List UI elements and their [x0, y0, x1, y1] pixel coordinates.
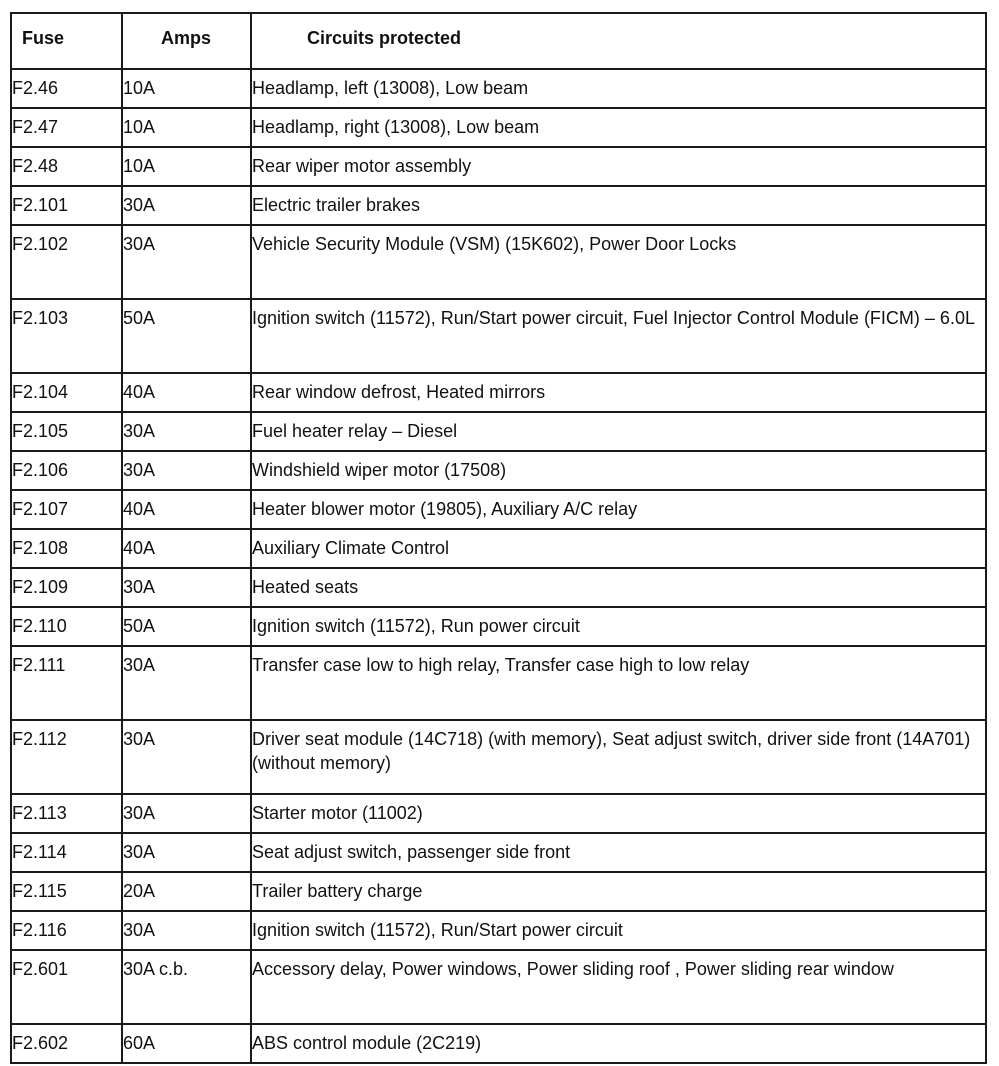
table-row: [11, 412, 986, 451]
amps-cell: 10A: [122, 147, 251, 186]
circuits-cell: Heater blower motor (19805), Auxiliary A/C relay: [251, 490, 986, 529]
fuse-cell: F2.101: [11, 186, 122, 225]
amps-cell: 30A: [122, 911, 251, 950]
fuse-cell: F2.112: [11, 720, 122, 794]
circuits-cell: Auxiliary Climate Control: [251, 529, 986, 568]
fuse-cell: F2.47: [11, 108, 122, 147]
fuse-cell: F2.46: [11, 69, 122, 108]
fuse-cell: F2.48: [11, 147, 122, 186]
amps-cell: 20A: [122, 872, 251, 911]
amps-cell: 60A: [122, 1024, 251, 1063]
fuse-table: [10, 12, 987, 1064]
fuse-cell: F2.102: [11, 225, 122, 299]
circuits-cell: Headlamp, left (13008), Low beam: [251, 69, 986, 108]
amps-cell: 40A: [122, 373, 251, 412]
amps-cell: 10A: [122, 108, 251, 147]
circuits-cell: Accessory delay, Power windows, Power sliding roof , Power sliding rear window: [251, 950, 986, 1024]
amps-cell: 10A: [122, 69, 251, 108]
circuits-cell: Electric trailer brakes: [251, 186, 986, 225]
fuse-cell: F2.116: [11, 911, 122, 950]
circuits-cell: ABS control module (2C219): [251, 1024, 986, 1063]
amps-cell: 30A: [122, 646, 251, 720]
circuits-cell: Seat adjust switch, passenger side front: [251, 833, 986, 872]
circuits-cell: Vehicle Security Module (VSM) (15K602), Power Door Locks: [251, 225, 986, 299]
table-row: [11, 607, 986, 646]
fuse-cell: F2.105: [11, 412, 122, 451]
amps-cell: 30A: [122, 720, 251, 794]
amps-cell: 30A: [122, 568, 251, 607]
circuits-cell: Headlamp, right (13008), Low beam: [251, 108, 986, 147]
fuse-cell: F2.106: [11, 451, 122, 490]
table-row: [11, 872, 986, 911]
circuits-cell: Trailer battery charge: [251, 872, 986, 911]
circuits-cell: Ignition switch (11572), Run power circuit: [251, 607, 986, 646]
table-row: [11, 299, 986, 373]
amps-cell: 50A: [122, 607, 251, 646]
circuits-cell: Heated seats: [251, 568, 986, 607]
fuse-cell: F2.601: [11, 950, 122, 1024]
amps-cell: 30A: [122, 412, 251, 451]
table-row: [11, 490, 986, 529]
amps-cell: 30A c.b.: [122, 950, 251, 1024]
header-circuits-protected: Circuits protected: [251, 13, 986, 69]
fuse-cell: F2.109: [11, 568, 122, 607]
table-row: [11, 186, 986, 225]
amps-cell: 30A: [122, 186, 251, 225]
fuse-cell: F2.114: [11, 833, 122, 872]
table-row: [11, 833, 986, 872]
amps-cell: 30A: [122, 451, 251, 490]
amps-cell: 50A: [122, 299, 251, 373]
table-body: [11, 69, 986, 1063]
table-row: [11, 451, 986, 490]
circuits-cell: Ignition switch (11572), Run/Start power circuit, Fuel Injector Control Module (FICM) – 6.0L: [251, 299, 986, 373]
amps-cell: 40A: [122, 529, 251, 568]
fuse-cell: F2.113: [11, 794, 122, 833]
circuits-cell: Ignition switch (11572), Run/Start power circuit: [251, 911, 986, 950]
circuits-cell: Starter motor (11002): [251, 794, 986, 833]
fuse-cell: F2.602: [11, 1024, 122, 1063]
table-row: [11, 568, 986, 607]
amps-cell: 40A: [122, 490, 251, 529]
fuse-cell: F2.107: [11, 490, 122, 529]
header-row: [11, 13, 986, 69]
table-row: [11, 1024, 986, 1063]
circuits-cell: Transfer case low to high relay, Transfer case high to low relay: [251, 646, 986, 720]
table-row: [11, 147, 986, 186]
header-fuse: Fuse: [11, 13, 122, 69]
circuits-cell: Driver seat module (14C718) (with memory), Seat adjust switch, driver side front (14A701) (without memory): [251, 720, 986, 794]
table-row: [11, 225, 986, 299]
fuse-cell: F2.103: [11, 299, 122, 373]
table-row: [11, 720, 986, 794]
table-row: [11, 529, 986, 568]
table-row: [11, 950, 986, 1024]
circuits-cell: Rear window defrost, Heated mirrors: [251, 373, 986, 412]
circuits-cell: Rear wiper motor assembly: [251, 147, 986, 186]
table-row: [11, 69, 986, 108]
header-amps: Amps: [122, 13, 251, 69]
table-row: [11, 108, 986, 147]
circuits-cell: Windshield wiper motor (17508): [251, 451, 986, 490]
amps-cell: 30A: [122, 833, 251, 872]
table-row: [11, 794, 986, 833]
fuse-cell: F2.108: [11, 529, 122, 568]
table-row: [11, 646, 986, 720]
table-row: [11, 911, 986, 950]
fuse-cell: F2.111: [11, 646, 122, 720]
table-row: [11, 373, 986, 412]
circuits-cell: Fuel heater relay – Diesel: [251, 412, 986, 451]
fuse-cell: F2.115: [11, 872, 122, 911]
amps-cell: 30A: [122, 225, 251, 299]
fuse-cell: F2.110: [11, 607, 122, 646]
amps-cell: 30A: [122, 794, 251, 833]
fuse-cell: F2.104: [11, 373, 122, 412]
table-header: [11, 13, 986, 69]
